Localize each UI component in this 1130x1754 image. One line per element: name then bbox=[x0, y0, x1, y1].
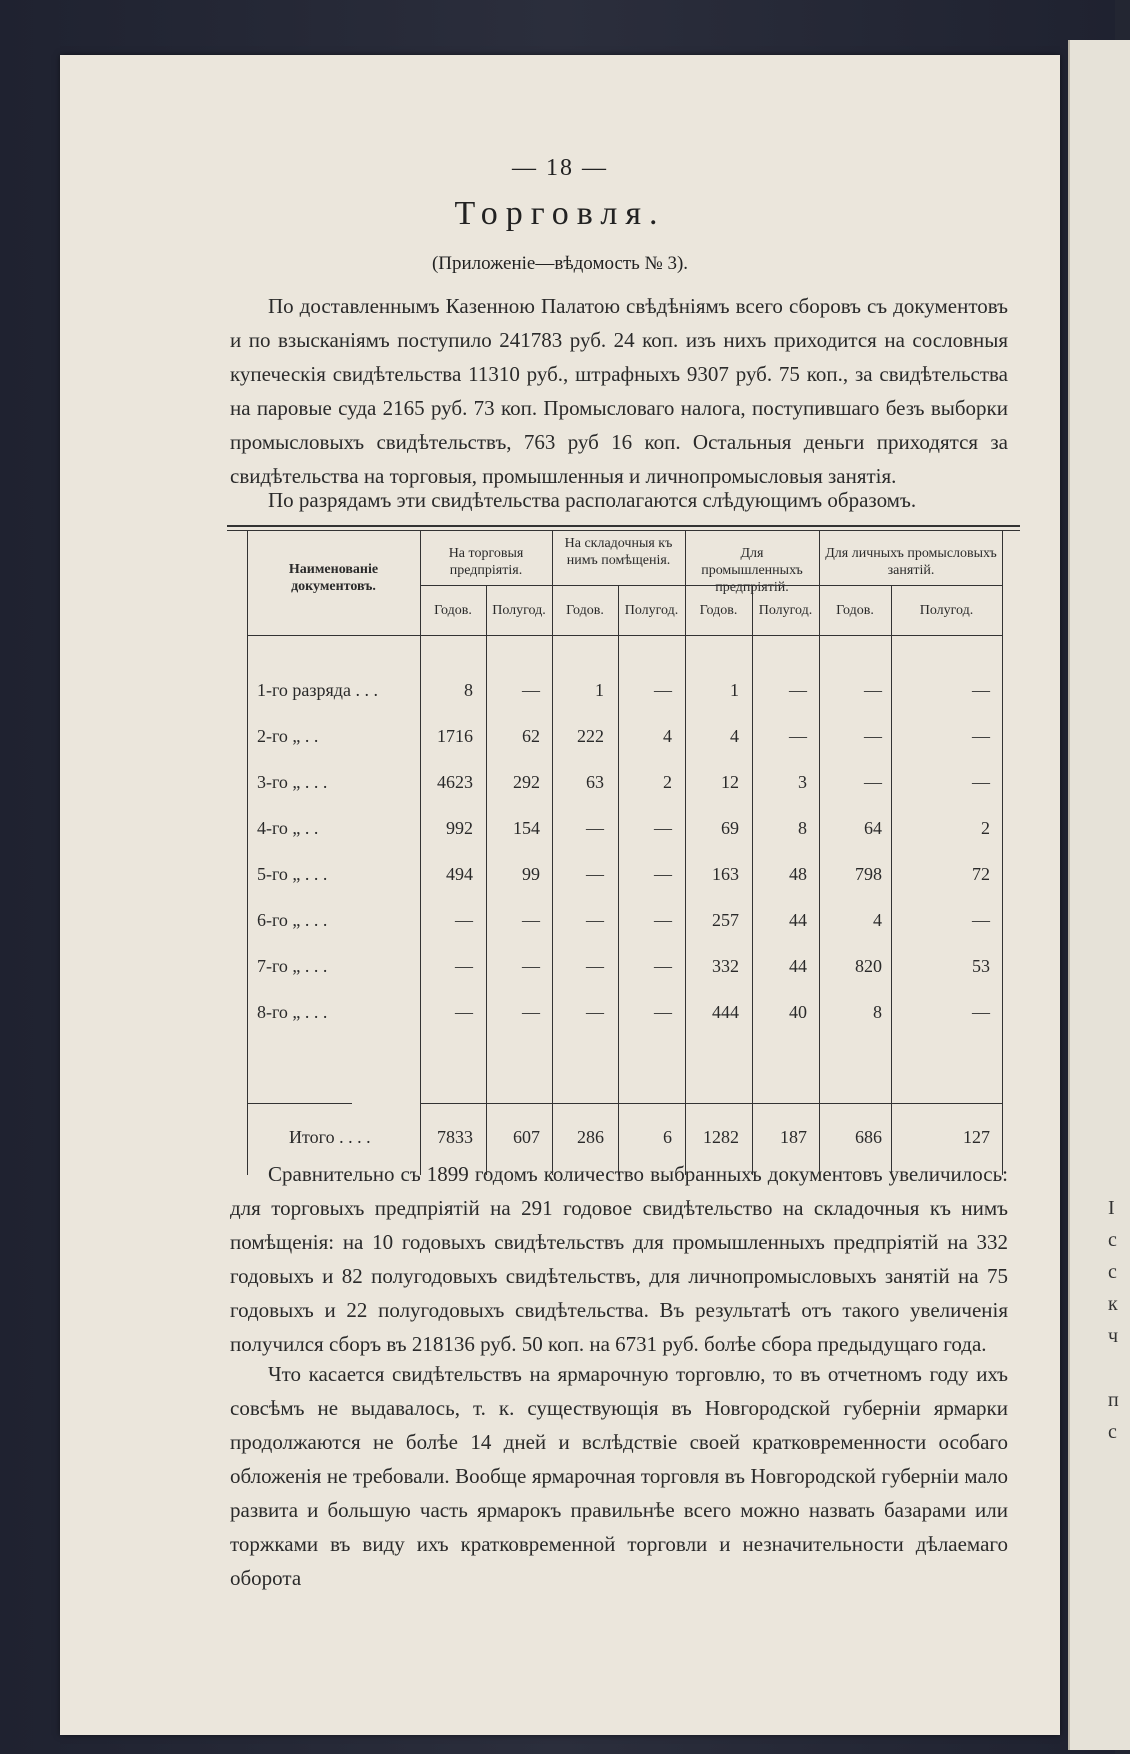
row-label: 4-го „ . . bbox=[257, 818, 319, 838]
table-cell: 3 bbox=[798, 772, 807, 792]
table-cell: 64 bbox=[864, 818, 882, 838]
table-cell: — bbox=[586, 818, 604, 838]
table-cell: 44 bbox=[789, 910, 807, 930]
table-cell: 69 bbox=[721, 818, 739, 838]
table-cell: — bbox=[972, 1002, 990, 1022]
table-cell: 222 bbox=[577, 726, 604, 746]
paragraph-revenue: По доставленнымъ Казенною Палатою свѣдѣніямъ всего сборовъ съ документовъ и по взысканіямъ поступило 241783 руб. 24 коп. изъ нихъ приходится на сословныя купеческія свидѣтельства 11310 руб., штрафныхъ 9307 руб. 75 коп., за свидѣтельства на паровые суда 2165 руб. 73 коп. Промысловаго налога, поступившаго безъ выборки промысловыхъ свидѣтельствъ, 763 руб 16 коп. Остальныя деньги приходятся за свидѣтельства на торговыя, промышленныя и личнопромысловыя занятія. bbox=[230, 294, 1008, 488]
page-number: — 18 — bbox=[512, 155, 608, 181]
table-cell: 1 bbox=[730, 680, 739, 700]
header-storage-premises: На складочныя къ нимъ помѣщенія. bbox=[564, 536, 673, 568]
table-cell: — bbox=[864, 726, 882, 746]
table-cell: — bbox=[654, 864, 672, 884]
paragraph-comparison: Сравнительно съ 1899 годомъ количество выбранныхъ документовъ увеличилось: для торговыхъ предпріятій на 291 годовое свидѣтельство на складочныя къ нимъ помѣщенія: на 10 годовыхъ свидѣтельствъ для промышленныхъ предпріятій на 332 годовыхъ и 82 полугодовыхъ свидѣтельствъ, для личнопромысловыхъ занятій на 75 годовыхъ и 22 полугодовыхъ свидѣтельства. Въ результатѣ отъ такого увеличенія получился сборъ въ 218136 руб. 50 коп. на 6731 руб. болѣе сбора предыдущаго года. bbox=[230, 1162, 1008, 1356]
certificates-table bbox=[227, 525, 1020, 1175]
table-cell: 4 bbox=[730, 726, 739, 746]
row-label: 8-го „ . . . bbox=[257, 1002, 328, 1022]
table-cell: 798 bbox=[855, 864, 882, 884]
table-cell: — bbox=[586, 956, 604, 976]
table-cell: — bbox=[522, 680, 540, 700]
table-cell: 4 bbox=[663, 726, 672, 746]
table-cell: — bbox=[789, 726, 807, 746]
page-subheading: (Приложеніе—вѣдомость № 3). bbox=[431, 253, 689, 274]
paragraph-fairs: Что касается свидѣтельствъ на ярмарочную торговлю, то въ отчетномъ году ихъ совсѣмъ не выдавалось, т. к. существующія въ Новгородской губерніи ярмарки продолжаются не болѣе 14 дней и вслѣдствіе своей кратковременности особаго обложенія не требовали. Вообще ярмарочная торговля въ Новгородской губерніи мало развита и большую часть ярмарокъ правильнѣе всего можно назвать базарами или торжками въ виду ихъ кратковременной торговли и незначительности дѣлаемаго оборота bbox=[230, 1362, 1008, 1590]
table-cell: — bbox=[522, 956, 540, 976]
adjacent-page-glyphs: I с с к ч п с bbox=[1108, 1197, 1119, 1443]
table-cell: — bbox=[586, 910, 604, 930]
header-document-name: Наименованіе документовъ. bbox=[288, 562, 379, 594]
table-cell: — bbox=[586, 1002, 604, 1022]
table-cell: — bbox=[864, 680, 882, 700]
table-cell: — bbox=[455, 956, 473, 976]
table-cell: — bbox=[522, 910, 540, 930]
table-cell: — bbox=[972, 726, 990, 746]
total-row-label: Итого . . . . bbox=[289, 1127, 371, 1147]
subheader-annual: Годов. bbox=[699, 603, 738, 618]
total-cell: 686 bbox=[855, 1127, 882, 1147]
table-cell: 63 bbox=[586, 772, 604, 792]
table-cell: — bbox=[654, 956, 672, 976]
table-cell: 62 bbox=[522, 726, 540, 746]
adjacent-page-edge bbox=[1068, 40, 1130, 1750]
row-label: 5-го „ . . . bbox=[257, 864, 328, 884]
table-cell: — bbox=[654, 680, 672, 700]
header-personal-occupations: Для личныхъ промысловыхъ занятій. bbox=[825, 546, 997, 578]
total-cell: 187 bbox=[780, 1127, 807, 1147]
table-cell: 154 bbox=[513, 818, 540, 838]
table-cell: 8 bbox=[873, 1002, 882, 1022]
table-cell: — bbox=[586, 864, 604, 884]
table-cell: 494 bbox=[446, 864, 473, 884]
table-cell: 257 bbox=[712, 910, 739, 930]
table-cell: — bbox=[654, 910, 672, 930]
table-cell: 44 bbox=[789, 956, 807, 976]
table-cell: 292 bbox=[513, 772, 540, 792]
table-cell: 8 bbox=[464, 680, 473, 700]
table-cell: 99 bbox=[522, 864, 540, 884]
table-cell: 332 bbox=[712, 956, 739, 976]
total-cell: 286 bbox=[577, 1127, 604, 1147]
table-cell: 4 bbox=[873, 910, 882, 930]
subheader-semiannual: Полугод. bbox=[758, 603, 813, 618]
table-cell: — bbox=[654, 1002, 672, 1022]
total-cell: 607 bbox=[513, 1127, 540, 1147]
table-cell: — bbox=[789, 680, 807, 700]
table-cell: 8 bbox=[798, 818, 807, 838]
table-cell: — bbox=[455, 910, 473, 930]
header-industrial-enterprises: Для промышленныхъ предпріятій. bbox=[701, 546, 803, 595]
table-cell: 72 bbox=[972, 864, 990, 884]
table-cell: 163 bbox=[712, 864, 739, 884]
subheader-annual: Годов. bbox=[434, 603, 472, 618]
subheader-semiannual: Полугод. bbox=[492, 603, 546, 618]
table-cell: — bbox=[522, 1002, 540, 1022]
table-cell: — bbox=[972, 910, 990, 930]
table-cell: 2 bbox=[663, 772, 672, 792]
table-cell: 48 bbox=[789, 864, 807, 884]
table-cell: — bbox=[972, 772, 990, 792]
table-cell: 4623 bbox=[437, 772, 473, 792]
subheader-semiannual: Полугод. bbox=[624, 603, 679, 618]
table-cell: — bbox=[864, 772, 882, 792]
table-cell: — bbox=[972, 680, 990, 700]
table-cell: 820 bbox=[855, 956, 882, 976]
table-cell: 12 bbox=[721, 772, 739, 792]
row-label: 6-го „ . . . bbox=[257, 910, 328, 930]
total-cell: 127 bbox=[963, 1127, 990, 1147]
total-cell: 6 bbox=[663, 1127, 672, 1147]
total-cell: 7833 bbox=[437, 1127, 473, 1147]
row-label: 7-го „ . . . bbox=[257, 956, 328, 976]
subheader-annual: Годов. bbox=[836, 603, 874, 618]
row-label: 2-го „ . . bbox=[257, 726, 319, 746]
table-cell: — bbox=[455, 1002, 473, 1022]
table-cell: 40 bbox=[789, 1002, 807, 1022]
table-cell: 992 bbox=[446, 818, 473, 838]
document-page bbox=[60, 55, 1060, 1735]
total-cell: 1282 bbox=[703, 1127, 739, 1147]
header-trade-enterprises: На торговыя предпріятія. bbox=[448, 546, 524, 578]
table-cell: 1716 bbox=[437, 726, 473, 746]
table-cell: — bbox=[654, 818, 672, 838]
table-cell: 2 bbox=[981, 818, 990, 838]
row-label: 3-го „ . . . bbox=[257, 772, 328, 792]
subheader-semiannual: Полугод. bbox=[919, 603, 974, 618]
table-cell: 53 bbox=[972, 956, 990, 976]
table-cell: 444 bbox=[712, 1002, 739, 1022]
paragraph-intro-table: По разрядамъ эти свидѣтельства располагаются слѣдующимъ образомъ. bbox=[268, 488, 917, 512]
table-cell: 1 bbox=[595, 680, 604, 700]
row-label: 1-го разряда . . . bbox=[257, 680, 378, 700]
subheader-annual: Годов. bbox=[566, 603, 604, 618]
page-heading: Торговля. bbox=[454, 195, 666, 232]
